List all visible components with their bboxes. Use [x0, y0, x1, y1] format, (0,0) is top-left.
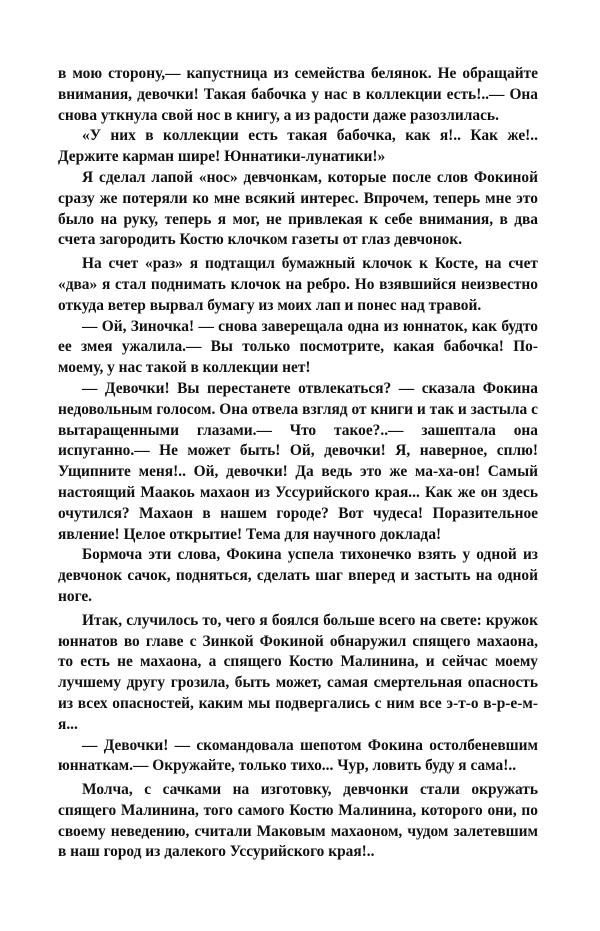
paragraph-2: «У них в коллекции есть такая бабочка, как я!.. Как же!.. Держите карман шире! Юннатики-лунатики!» — [58, 127, 538, 166]
paragraph-6: — Девочки! Вы перестанете отвлекаться? — сказала Фокина недовольным голосом. Она отвела взгляд от книги и так и застыла с вытаращенными глазами.— Что такое?..— зашептала она испуганно.— Не может быть! Ой, девочки! Я, наверное, сплю! Ущипните меня!.. Ой, девочки! Да ведь это же ма-ха-он! Самый настоящий Маакоь махаон из Уссурийского края... Как же он здесь очутился? Махаон в нашем городе? Вот чудеса! Поразительное явление! Целое открытие! Тема для научного доклада! — [58, 379, 538, 543]
paragraph-1: в мою сторону,— капустница из семейства белянок. Не обращайте внимания, девочки! Такая бабочка у нас в коллекции есть!..— Она снова уткнула свой нос в книгу, а из радости даже разозлилась. — [58, 65, 538, 124]
paragraph-9: — Девочки! — скомандовала шепотом Фокина остолбеневшим юннаткам.— Окружайте, только тихо... Чур, ловить буду я сама!.. — [58, 736, 538, 775]
paragraph-5: — Ой, Зиночка! — снова заверещала одна из юннаток, как будто ее змея ужалила.— Вы только посмотрите, какая бабочка! По-моему, у нас такой в коллекции нет! — [58, 317, 538, 377]
paragraph-4: На счет «раз» я подтащил бумажный клочок к Косте, на счет «два» я стал поднимать клочок на ребро. Но взявшийся неизвестно откуда ветер вырвал бумагу из моих лап и понес над травой. — [58, 255, 538, 314]
paragraph-7: Бормоча эти слова, Фокина успела тихонечко взять у одной из девчонок сачок, подняться, сделать шаг вперед и застыть на одной ноге. — [58, 546, 538, 605]
paragraph-3: Я сделал лапой «нос» девчонкам, которые после слов Фокиной сразу же потеряли ко мне всякий интерес. Впрочем, теперь мне это было на руку, теперь я мог, не привлекая к себе внимания, в два счета загородить Костю клочком газеты от глаз девчонок. — [58, 168, 538, 249]
paragraph-10: Молча, с сачками на изготовку, девчонки стали окружать спящего Малинина, того самого Костю Малинина, которого они, по своему неведению, считали Маковым махаоном, чудом залетевшим в наш город из далекого Уссурийского края!.. — [58, 781, 538, 861]
paragraph-8: Итак, случилось то, чего я боялся больше всего на свете: кружок юннатов во главе с Зинкой Фокиной обнаружил спящего махаона, то есть не махаона, а спящего Костю Малинина, и сейчас моему лучшему другу грозила, быть может, самая смертельная опасность из всех опасностей, каким мы подвергались с ним все э-т-о в-р-е-м-я... — [58, 611, 538, 733]
page-text — [58, 64, 538, 863]
